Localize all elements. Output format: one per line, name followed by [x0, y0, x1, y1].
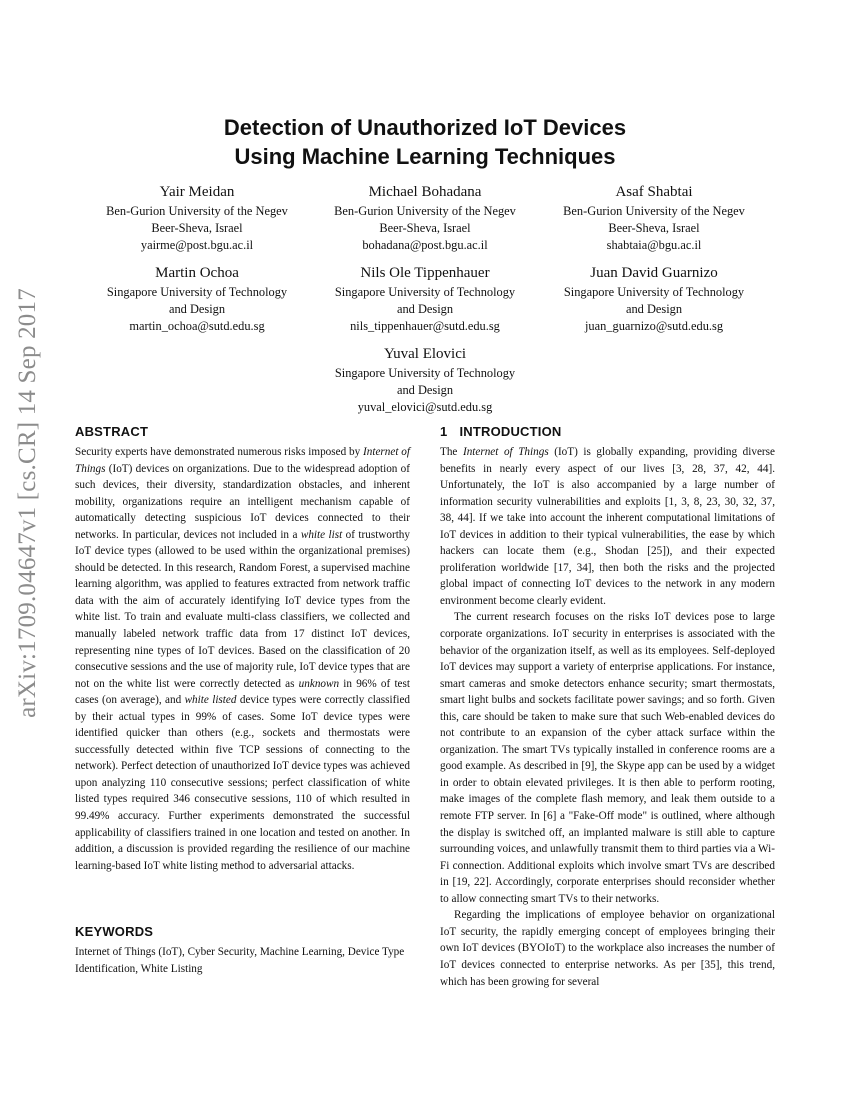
author-affiliation: Ben-Gurion University of the Negev [563, 204, 745, 218]
author-email: yairme@post.bgu.ac.il [140, 238, 254, 252]
author-affiliation-cont: and Design [396, 302, 454, 316]
author-name: Asaf Shabtai [615, 184, 693, 200]
arxiv-identifier: arXiv:1709.04647v1 [cs.CR] 14 Sep 2017 [14, 288, 42, 718]
abstract-text: Security experts have demonstrated numerous risks imposed by Internet of Things (IoT) devices on organizations. Due to the widespread adoption of such devices, their diversity, standardization obstacles, and inherent mobility, organizations require an intelligent mechanism capable of automatically detecting suspicious IoT devices connected to their networks. In particular, devices not included in a white list of trustworthy IoT device types (allowed to be used within the organizational premises) should be detected. In this research, Random Forest, a supervised machine learning algorithm, was applied to features extracted from network traffic data with the aim of accurately identifying IoT device types from the white list. To train and evaluate multi-class classifiers, we collected and manually labeled network traffic data from 17 distinct IoT devices, representing nine types of IoT devices. Based on the classification of 20 consecutive sessions and the use of majority rule, IoT device types that are not on the white list were correctly detected as unknown in 96% of test cases (on average), and white listed device types were correctly classified by their actual types in 99% of cases. Some IoT device types were identified quicker than others (e.g., sockets and thermostats were successfully detected within five TCP sessions of connecting to the network). Perfect detection of unauthorized IoT device types was achieved upon analyzing 110 consecutive sessions; perfect classification of white listed types required 346 consecutive sessions, 110 of which resulted in 99.49% accuracy. Further experiments demonstrated the successful applicability of classifiers trained in one location and tested on another. In addition, a discussion is provided regarding the resilience of our machine learning-based IoT white listing method to adversarial attacks. [75, 446, 411, 872]
author-affiliation-cont: and Design [625, 302, 683, 316]
author-affiliation-cont: and Design [396, 383, 454, 397]
author-email: yuval_elovici@sutd.edu.sg [357, 400, 493, 414]
author-affiliation: Singapore University of Technology [334, 285, 516, 299]
keywords-text: Internet of Things (IoT), Cyber Security, Machine Learning, Device Type Identification, White Listing [75, 946, 405, 975]
keywords-section [75, 924, 410, 977]
author-affiliation-cont: and Design [168, 302, 226, 316]
author-name: Juan David Guarnizo [590, 265, 718, 281]
intro-paragraph-2: The current research focuses on the risks IoT devices pose to large corporate organizations. IoT security in enterprises is associated with the behavior of the organization itself, as well as its employees. Self-deployed IoT devices may support a variety of enterprise applications. For instance, smart cameras and smoke detectors enhance security; smart thermostats, smart light bulbs and sockets facilitate power savings; and so forth. Given this, care should be taken to make sure that such Web-enabled devices do not contribute to an expansion of the cyber attack surface within the organization. The smart TVs typically installed in conference rooms are a good example. As described in [9], the Skype app can be used by a widget in order to obtain elevated privileges. It is then able to perform rooting, make images of the complete flash memory, and leak them outside to a remote FTP server. In [6] a "Fake-Off mode" is outlined, where although the display is switched off, an implanted malware is still able to capture surrounding voices, and unlawfully transmit them to third parties via a Wi-Fi connection. Additional exploits which involve smart TVs are described in [19, 22]. Accordingly, corporate enterprises should reconsider whether to allow connecting smart TVs to their networks. [440, 611, 775, 905]
author-name: Yuval Elovici [383, 346, 467, 362]
author-location: Beer-Sheva, Israel [151, 221, 243, 235]
author-name: Nils Ole Tippenhauer [360, 265, 490, 281]
author-email: martin_ochoa@sutd.edu.sg [129, 319, 265, 333]
title-line-1: Detection of Unauthorized IoT Devices [223, 115, 627, 140]
author-location: Beer-Sheva, Israel [608, 221, 700, 235]
author-name: Martin Ochoa [155, 265, 239, 281]
abstract-section [75, 424, 410, 874]
author-block [305, 343, 545, 416]
author-name: Michael Bohadana [368, 184, 482, 200]
keywords-heading: KEYWORDS [75, 924, 154, 939]
abstract-heading: ABSTRACT [75, 424, 149, 439]
paper-title [75, 113, 775, 171]
author-affiliation: Singapore University of Technology [563, 285, 745, 299]
author-block [77, 181, 317, 254]
intro-paragraph-3: Regarding the implications of employee behavior on organizational IoT security, the rapidly emerging concept of employees bringing their own IoT devices (BYOIoT) to the workplace also increases the number of IoT devices connected to enterprise networks. As per [35], this trend, which has been growing for several [440, 909, 775, 988]
section-number: 1 [440, 424, 448, 439]
author-affiliation: Ben-Gurion University of the Negev [334, 204, 516, 218]
author-affiliation: Singapore University of Technology [334, 366, 516, 380]
author-block [534, 181, 774, 254]
title-line-2: Using Machine Learning Techniques [234, 144, 616, 169]
author-block [534, 262, 774, 335]
author-block [77, 262, 317, 335]
author-affiliation: Ben-Gurion University of the Negev [106, 204, 288, 218]
author-email: shabtaia@bgu.ac.il [606, 238, 702, 252]
introduction-section [440, 424, 775, 990]
author-email: bohadana@post.bgu.ac.il [362, 238, 488, 252]
introduction-heading [440, 424, 775, 440]
intro-paragraph-1: The Internet of Things (IoT) is globally expanding, providing diverse benefits in nearly every aspect of our lives [3, 28, 37, 42, 44]. Unfortunately, the IoT is also accompanied by a large number of information security vulnerabilities and exploits [1, 3, 8, 23, 30, 32, 37, 38, 44]. If we take into account the inherent computational limitations of IoT devices in addition to their typical vulnerabilities, the ease by which hackers can locate them (e.g., Shodan [25]), and their expected proliferation worldwide [17, 34], then both the risks and the projected global impact of connecting IoT devices to the network in any modern environment become clearly evident. [440, 446, 775, 607]
author-email: juan_guarnizo@sutd.edu.sg [584, 319, 724, 333]
author-block [305, 181, 545, 254]
author-block [305, 262, 545, 335]
arxiv-side-stamp [6, 288, 50, 718]
author-name: Yair Meidan [159, 184, 235, 200]
author-location: Beer-Sheva, Israel [379, 221, 471, 235]
author-email: nils_tippenhauer@sutd.edu.sg [350, 319, 500, 333]
section-title: INTRODUCTION [459, 424, 562, 439]
author-affiliation: Singapore University of Technology [106, 285, 288, 299]
